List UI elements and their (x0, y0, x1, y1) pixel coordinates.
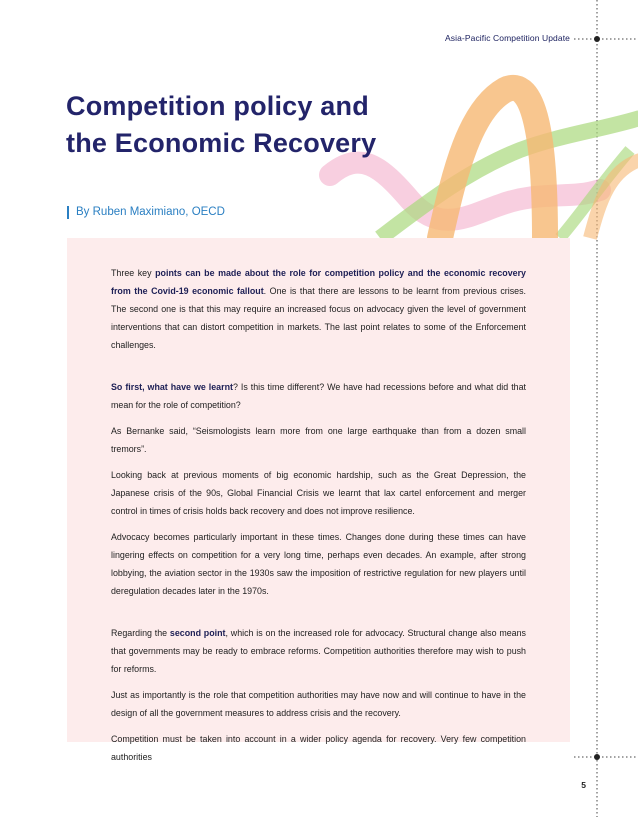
paragraph: Looking back at previous moments of big economic hardship, such as the Great Depression, the Japanese crisis of the 90s, Global Financial Crisis we learnt that lax cartel enforcement and merger control in times of crisis holds back recovery and does not improve resilience. (111, 470, 526, 516)
byline: By Ruben Maximiano, OECD (67, 206, 225, 219)
title-line-1: Competition policy and (66, 91, 369, 121)
paragraph: As Bernanke said, “Seismologists learn more from one large earthquake than from a dozen small tremors”. (111, 426, 526, 454)
article-body (111, 264, 526, 774)
paragraph: Regarding the second point, which is on the increased role for advocacy. Structural change also means that governments may be ready to embrace reforms. Competition authorities therefore may wish to push for reforms. (111, 628, 526, 674)
guide-dot-bottom (594, 754, 600, 760)
green-ribbon-2 (560, 150, 630, 238)
title-line-2: the Economic Recovery (66, 128, 377, 158)
page-title (66, 88, 376, 162)
paragraph: Competition must be taken into account in a wider policy agenda for recovery. Very few competition authorities (111, 734, 526, 762)
green-ribbon (380, 118, 638, 238)
orange-arch (440, 88, 545, 238)
guide-dot-top (594, 36, 600, 42)
paragraph: So first, what have we learnt? Is this time different? We have had recessions before and what did that mean for the role of competition? (111, 382, 526, 410)
page-number: 5 (581, 780, 586, 790)
paragraph: Three key points can be made about the role for competition policy and the economic recovery from the Covid-19 economic fallout. One is that there are lessons to be learnt from previous crises. The second one is that this may require an increased focus on advocacy given the level of government interventions that can distort competition in markets. The last point relates to some of the Enforcement challenges. (111, 268, 526, 350)
running-head: Asia-Pacific Competition Update (445, 33, 570, 43)
paragraph: Advocacy becomes particularly important in these times. Changes done during these times can have lingering effects on competition for a very long time, perhaps even decades. An example, after strong lobbying, the aviation sector in the 1930s saw the imposition of restrictive regulation for new players until deregulation decades later in the 1970s. (111, 532, 526, 596)
dotted-guide-lines (574, 0, 638, 817)
orange-wave (590, 160, 638, 238)
pink-ribbon (330, 163, 600, 220)
paragraph: Just as importantly is the role that competition authorities may have now and will continue to have in the design of all the government measures to address crisis and the recovery. (111, 690, 526, 718)
